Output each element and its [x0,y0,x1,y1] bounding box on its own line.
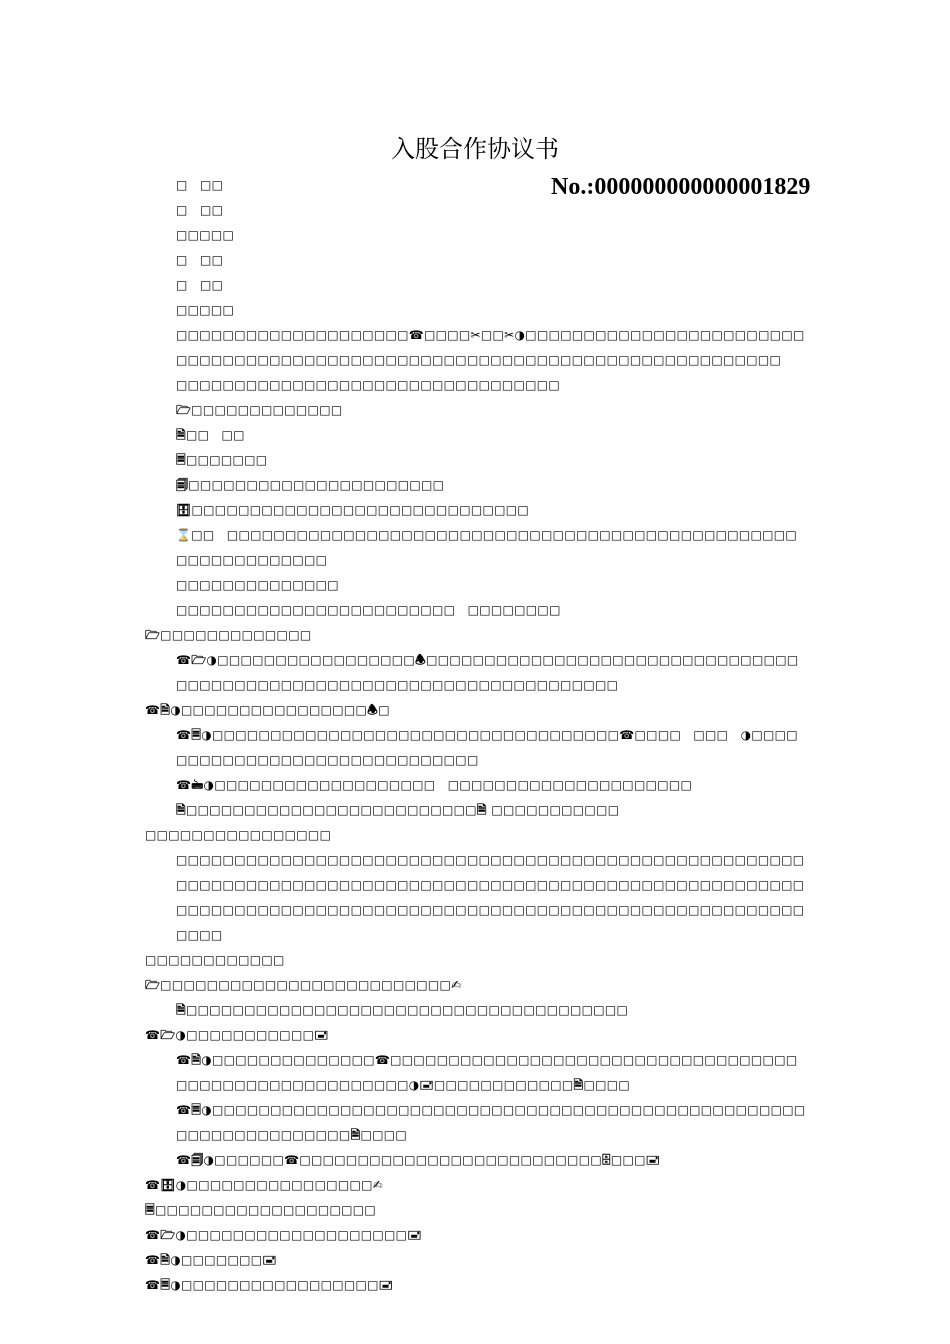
body-line: □□□□□□□□□□□□□□ [176,578,339,592]
body-line: □□□□□□□□□□□□□□□□ [145,828,332,842]
body-line: □□□□□□□□□□□□□□□□□□□□☎□□□□✂□□✂◑□□□□□□□□□□□□□□□□□□□□□□□□□□□□□□□□□□□□□□□□□□□□□□□□□□□□□□□□□□□□□□□□□□□□□□□□□□□□ [176,328,805,367]
body-line: ☎🗄◑□□□□□□□□□□□□□□□□✍ [145,1178,384,1192]
body-line: 🗏□□□□□□□□□□□□□□□□□□□ [145,1203,377,1217]
body-line: 🗎□□□□□□□□□□□□□□□□□□□□□□□□□🗎 □□□□□□□□□□□ [176,803,620,817]
body-line: 🗁□□□□□□□□□□□□□ [176,403,343,417]
body-line: □ □□ [176,253,224,267]
body-line: □ □□ [176,203,224,217]
body-line: ☎🗏◑□□□□□□□□□□□□□□□□□□□□□□□□□□□□□□□□□□□☎□□□□ □□□ ◑□□□□□□□□□□□□□□□□□□□□□□□□□□□□□□ [176,728,798,767]
body-line: ☎🗎◑□□□□□□□□□□□□□□□□🕭□ [145,703,390,717]
body-line: ☎🗁◑□□□□□□□□□□□□□□□□□□□🖃 [145,1228,422,1242]
body-line: □□□□□ [176,303,235,317]
body-line: 🗁□□□□□□□□□□□□□□□□□□□□□□□□□✍ [145,978,462,992]
body-line: 🗎□□□□□□□□□□□□□□□□□□□□□□□□□□□□□□□□□□□□□□ [176,1003,629,1017]
body-line: □ □□ [176,178,224,192]
document-title: 入股合作协议书 [391,135,559,163]
body-line: ☎🗐◑□□□□□□☎□□□□□□□□□□□□□□□□□□□□□□□□□□🗄□□□🖃 [176,1153,661,1167]
body-line: □□□□□ [176,228,235,242]
body-line: 🗁□□□□□□□□□□□□□ [145,628,312,642]
body-line: ☎🗏◑□□□□□□□□□□□□□□□□□□□□□□□□□□□□□□□□□□□□□□□□□□□□□□□□□□□□□□□□□□□□□□□□□□🗎□□□□ [176,1103,806,1142]
body-line: 🗐□□□□□□□□□□□□□□□□□□□□□□ [176,478,445,492]
document-number: No.:000000000000001829 [551,174,811,200]
body-line: 🗄□□□□□□□□□□□□□□□□□□□□□□□□□□□□□ [176,503,530,517]
document-body [145,173,807,1298]
body-line: ☎🗏◑□□□□□□□□□□□□□□□□□🖃 [145,1278,394,1292]
body-line: 🗎□□ □□ [176,428,245,442]
body-line: ☎🗎◑□□□□□□□🖃 [145,1253,277,1267]
body-line: ⌛□□ □□□□□□□□□□□□□□□□□□□□□□□□□□□□□□□□□□□□□□□□□□□□□□□□□□□□□□□□□□□□□□ [176,528,798,567]
body-line: ☎🗁◑□□□□□□□□□□□🖃 [145,1028,329,1042]
body-line: □□□□□□□□□□□□ [145,953,285,967]
body-line: 🗏□□□□□□□ [176,453,268,467]
body-line: □□□□□□□□□□□□□□□□□□□□□□□□ □□□□□□□□ [176,603,561,617]
body-line: ☎🗁◑□□□□□□□□□□□□□□□□□🕭□□□□□□□□□□□□□□□□□□□□□□□□□□□□□□□□□□□□□□□□□□□□□□□□□□□□□□□□□□□□□□□□□□□□□□ [176,653,799,692]
body-line: □ □□ [176,278,224,292]
body-line: ☎🗎◑□□□□□□□□□□□□□□☎□□□□□□□□□□□□□□□□□□□□□□□□□□□□□□□□□□□□□□□□□□□□□□□□□□□□□□□◑🖃□□□□□□□□□□□□🗎□□□□ [176,1053,798,1092]
body-line: □□□□□□□□□□□□□□□□□□□□□□□□□□□□□□□□□ [176,378,561,392]
body-line: ☎🖮◑□□□□□□□□□□□□□□□□□□□ □□□□□□□□□□□□□□□□□□□□□ [176,778,693,792]
body-line: □□□□□□□□□□□□□□□□□□□□□□□□□□□□□□□□□□□□□□□□□□□□□□□□□□□□□□□□□□□□□□□□□□□□□□□□□□□□□□□□□□□□□□□□□□□□□□□□□□□□□□□□□□□□□□□□□□□□□□□□□□□□□□□□□□□□□□□□□□□□□□□□□□□□□□□□□□□□□□□□□□□□□□ [176,853,805,942]
